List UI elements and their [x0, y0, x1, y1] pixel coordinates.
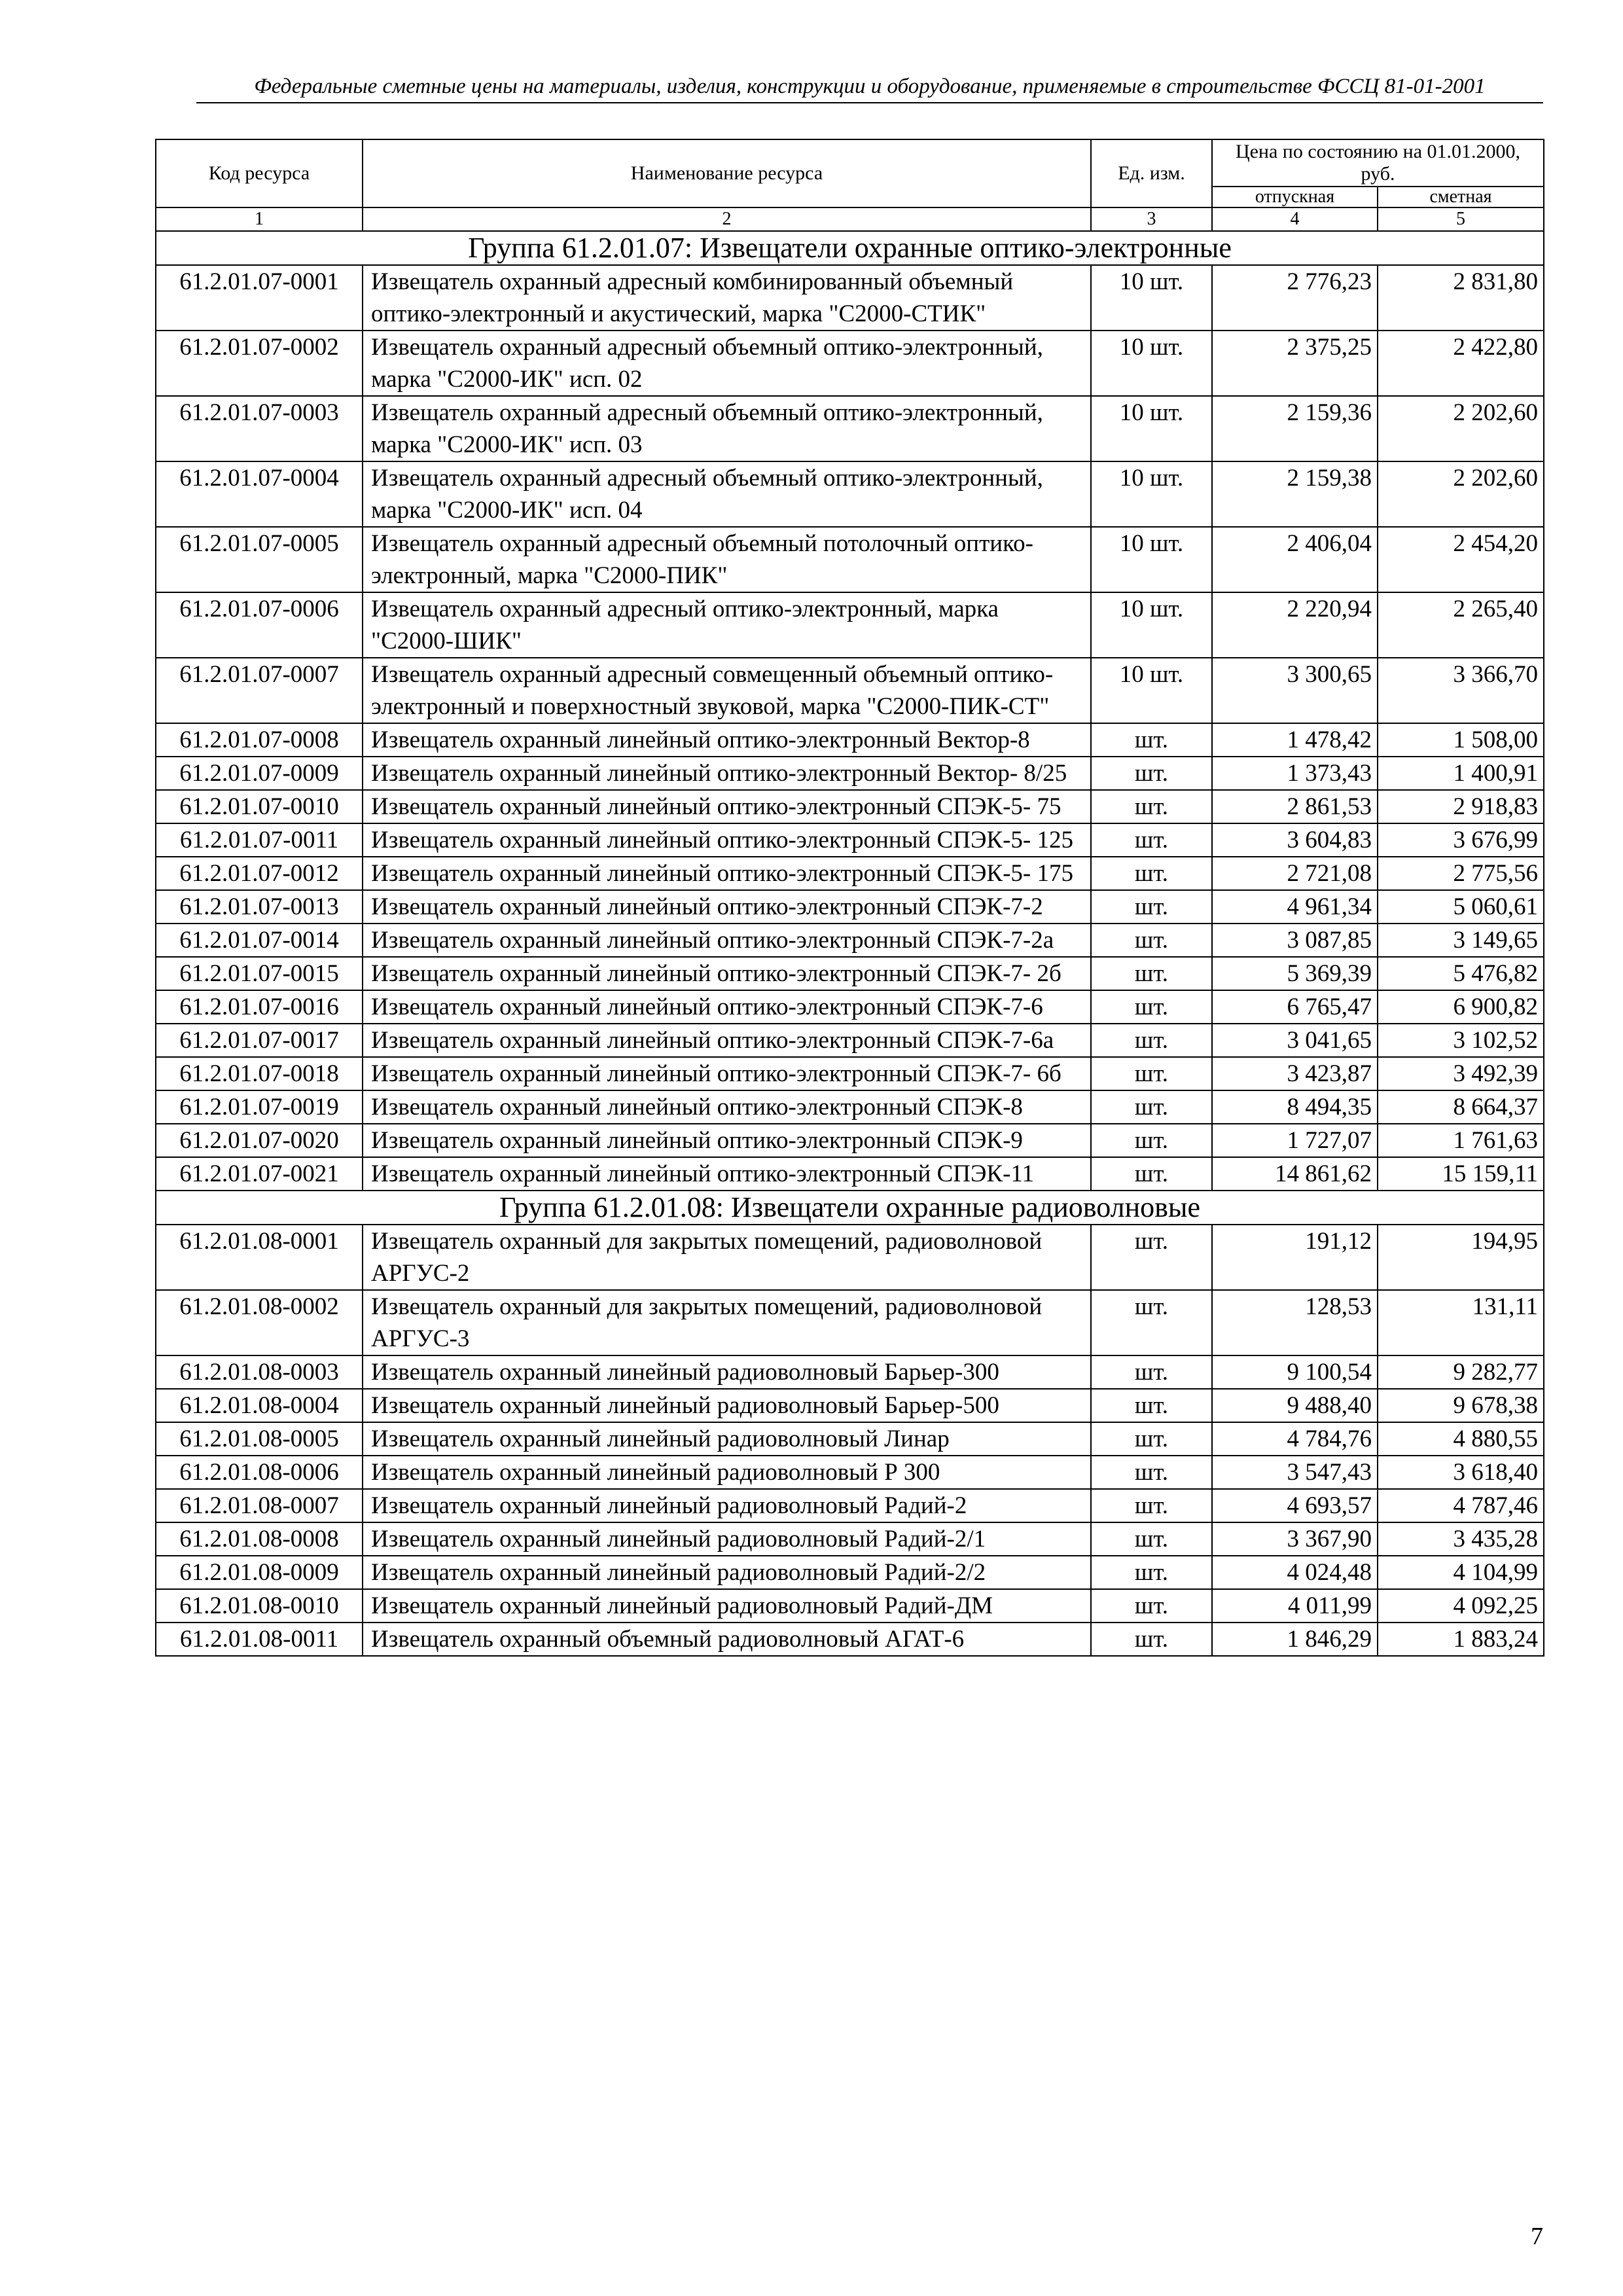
table-row [156, 1623, 1544, 1656]
estimate-price: 2 265,40 [1378, 592, 1544, 658]
table-header [156, 139, 1544, 231]
unit-of-measure: шт. [1091, 1090, 1212, 1124]
resource-code: 61.2.01.08-0001 [156, 1225, 363, 1290]
resource-code: 61.2.01.07-0001 [156, 265, 363, 331]
unit-of-measure: шт. [1091, 1124, 1212, 1157]
resource-name: Извещатель охранный линейный радиоволновый Радий-2/1 [363, 1522, 1091, 1556]
table-row [156, 890, 1544, 924]
unit-of-measure: 10 шт. [1091, 592, 1212, 658]
unit-of-measure: шт. [1091, 1422, 1212, 1456]
table-row [156, 790, 1544, 823]
estimate-price: 9 678,38 [1378, 1389, 1544, 1422]
resource-name: Извещатель охранный линейный радиоволновый Барьер-300 [363, 1355, 1091, 1389]
resource-code: 61.2.01.07-0013 [156, 890, 363, 924]
resource-name: Извещатель охранный адресный объемный оптико-электронный, марка "С2000-ИК" исп. 03 [363, 396, 1091, 461]
estimate-price: 2 202,60 [1378, 461, 1544, 527]
table-row [156, 265, 1544, 331]
resource-code: 61.2.01.08-0010 [156, 1589, 363, 1623]
resource-name: Извещатель охранный линейный оптико-электронный СПЭК-5- 125 [363, 823, 1091, 857]
estimate-price: 3 435,28 [1378, 1522, 1544, 1556]
estimate-price: 3 366,70 [1378, 658, 1544, 723]
resource-name: Извещатель охранный линейный оптико-электронный СПЭК-7-2а [363, 924, 1091, 957]
column-number: 1 [156, 207, 363, 231]
resource-code: 61.2.01.08-0002 [156, 1290, 363, 1355]
estimate-price: 9 282,77 [1378, 1355, 1544, 1389]
table-row [156, 1355, 1544, 1389]
table-row [156, 1489, 1544, 1522]
estimate-price: 1 400,91 [1378, 757, 1544, 790]
column-number: 5 [1378, 207, 1544, 231]
unit-of-measure: шт. [1091, 890, 1212, 924]
resource-name: Извещатель охранный для закрытых помещений, радиоволновой АРГУС-3 [363, 1290, 1091, 1355]
resource-code: 61.2.01.07-0019 [156, 1090, 363, 1124]
release-price: 2 861,53 [1212, 790, 1378, 823]
group-row [156, 231, 1544, 265]
resource-name: Извещатель охранный адресный совмещенный объемный оптико- электронный и поверхностный звуковой, марка "С2000-ПИК-СТ" [363, 658, 1091, 723]
resource-name: Извещатель охранный линейный радиоволновый Барьер-500 [363, 1389, 1091, 1422]
unit-of-measure: шт. [1091, 1556, 1212, 1589]
resource-name: Извещатель охранный линейный оптико-электронный Вектор-8 [363, 723, 1091, 757]
resource-code: 61.2.01.08-0008 [156, 1522, 363, 1556]
table-row [156, 592, 1544, 658]
estimate-price: 2 775,56 [1378, 857, 1544, 890]
header-estimate-price: сметная [1378, 187, 1544, 207]
unit-of-measure: шт. [1091, 823, 1212, 857]
unit-of-measure: 10 шт. [1091, 265, 1212, 331]
resource-code: 61.2.01.07-0008 [156, 723, 363, 757]
release-price: 2 159,36 [1212, 396, 1378, 461]
unit-of-measure: шт. [1091, 924, 1212, 957]
resource-name: Извещатель охранный линейный оптико-электронный СПЭК-7-6а [363, 1024, 1091, 1057]
release-price: 3 547,43 [1212, 1456, 1378, 1489]
unit-of-measure: шт. [1091, 857, 1212, 890]
estimate-price: 4 880,55 [1378, 1422, 1544, 1456]
release-price: 2 721,08 [1212, 857, 1378, 890]
unit-of-measure: шт. [1091, 1157, 1212, 1191]
table-row [156, 823, 1544, 857]
resource-name: Извещатель охранный линейный оптико-электронный СПЭК-7- 2б [363, 957, 1091, 990]
unit-of-measure: шт. [1091, 1456, 1212, 1489]
estimate-price: 4 092,25 [1378, 1589, 1544, 1623]
estimate-price: 4 104,99 [1378, 1556, 1544, 1589]
column-number: 3 [1091, 207, 1212, 231]
unit-of-measure: шт. [1091, 1225, 1212, 1290]
release-price: 4 961,34 [1212, 890, 1378, 924]
resource-name: Извещатель охранный линейный оптико-электронный СПЭК-7-2 [363, 890, 1091, 924]
table-row [156, 924, 1544, 957]
unit-of-measure: 10 шт. [1091, 396, 1212, 461]
price-table [155, 139, 1544, 1657]
release-price: 3 423,87 [1212, 1057, 1378, 1090]
release-price: 3 041,65 [1212, 1024, 1378, 1057]
unit-of-measure: 10 шт. [1091, 658, 1212, 723]
resource-code: 61.2.01.08-0005 [156, 1422, 363, 1456]
release-price: 1 478,42 [1212, 723, 1378, 757]
unit-of-measure: шт. [1091, 1057, 1212, 1090]
unit-of-measure: шт. [1091, 1024, 1212, 1057]
table-row [156, 723, 1544, 757]
resource-code: 61.2.01.07-0009 [156, 757, 363, 790]
group-row [156, 1191, 1544, 1225]
estimate-price: 4 787,46 [1378, 1489, 1544, 1522]
resource-code: 61.2.01.07-0020 [156, 1124, 363, 1157]
estimate-price: 1 883,24 [1378, 1623, 1544, 1656]
table-row [156, 396, 1544, 461]
unit-of-measure: шт. [1091, 957, 1212, 990]
resource-code: 61.2.01.08-0007 [156, 1489, 363, 1522]
resource-code: 61.2.01.07-0002 [156, 331, 363, 396]
table-row [156, 1090, 1544, 1124]
unit-of-measure: шт. [1091, 1489, 1212, 1522]
resource-code: 61.2.01.08-0006 [156, 1456, 363, 1489]
resource-name: Извещатель охранный линейный оптико-электронный СПЭК-7- 6б [363, 1057, 1091, 1090]
header-unit: Ед. изм. [1091, 139, 1212, 207]
resource-name: Извещатель охранный адресный объемный потолочный оптико- электронный, марка "С2000-ПИК" [363, 527, 1091, 592]
unit-of-measure: шт. [1091, 790, 1212, 823]
release-price: 8 494,35 [1212, 1090, 1378, 1124]
estimate-price: 194,95 [1378, 1225, 1544, 1290]
release-price: 4 784,76 [1212, 1422, 1378, 1456]
unit-of-measure: шт. [1091, 1355, 1212, 1389]
table-row [156, 1556, 1544, 1589]
estimate-price: 3 492,39 [1378, 1057, 1544, 1090]
resource-code: 61.2.01.07-0005 [156, 527, 363, 592]
release-price: 2 776,23 [1212, 265, 1378, 331]
estimate-price: 3 149,65 [1378, 924, 1544, 957]
release-price: 2 159,38 [1212, 461, 1378, 527]
table-row [156, 527, 1544, 592]
estimate-price: 6 900,82 [1378, 990, 1544, 1024]
resource-name: Извещатель охранный для закрытых помещений, радиоволновой АРГУС-2 [363, 1225, 1091, 1290]
resource-code: 61.2.01.07-0006 [156, 592, 363, 658]
resource-code: 61.2.01.08-0003 [156, 1355, 363, 1389]
estimate-price: 2 831,80 [1378, 265, 1544, 331]
resource-name: Извещатель охранный линейный оптико-электронный СПЭК-5- 175 [363, 857, 1091, 890]
unit-of-measure: шт. [1091, 1522, 1212, 1556]
estimate-price: 3 618,40 [1378, 1456, 1544, 1489]
release-price: 14 861,62 [1212, 1157, 1378, 1191]
estimate-price: 2 202,60 [1378, 396, 1544, 461]
page-number: 7 [1531, 2223, 1543, 2250]
release-price: 3 300,65 [1212, 658, 1378, 723]
estimate-price: 2 918,83 [1378, 790, 1544, 823]
release-price: 2 220,94 [1212, 592, 1378, 658]
table-row [156, 1290, 1544, 1355]
header-release-price: отпускная [1212, 187, 1378, 207]
resource-code: 61.2.01.07-0018 [156, 1057, 363, 1090]
release-price: 1 727,07 [1212, 1124, 1378, 1157]
release-price: 2 406,04 [1212, 527, 1378, 592]
unit-of-measure: шт. [1091, 723, 1212, 757]
estimate-price: 2 422,80 [1378, 331, 1544, 396]
resource-name: Извещатель охранный линейный радиоволновый Радий-2 [363, 1489, 1091, 1522]
estimate-price: 5 476,82 [1378, 957, 1544, 990]
unit-of-measure: шт. [1091, 990, 1212, 1024]
table-row [156, 1522, 1544, 1556]
resource-name: Извещатель охранный объемный радиоволновый АГАТ-6 [363, 1623, 1091, 1656]
resource-name: Извещатель охранный адресный оптико-электронный, марка "С2000-ШИК" [363, 592, 1091, 658]
column-number: 4 [1212, 207, 1378, 231]
unit-of-measure: шт. [1091, 1623, 1212, 1656]
release-price: 2 375,25 [1212, 331, 1378, 396]
release-price: 3 087,85 [1212, 924, 1378, 957]
resource-code: 61.2.01.08-0011 [156, 1623, 363, 1656]
table-row [156, 1124, 1544, 1157]
table-row [156, 990, 1544, 1024]
release-price: 5 369,39 [1212, 957, 1378, 990]
resource-code: 61.2.01.07-0017 [156, 1024, 363, 1057]
header-code: Код ресурса [156, 139, 363, 207]
estimate-price: 1 761,63 [1378, 1124, 1544, 1157]
estimate-price: 3 102,52 [1378, 1024, 1544, 1057]
unit-of-measure: шт. [1091, 757, 1212, 790]
resource-name: Извещатель охранный линейный оптико-электронный СПЭК-8 [363, 1090, 1091, 1124]
resource-code: 61.2.01.07-0015 [156, 957, 363, 990]
release-price: 9 488,40 [1212, 1389, 1378, 1422]
resource-name: Извещатель охранный линейный оптико-электронный СПЭК-9 [363, 1124, 1091, 1157]
resource-code: 61.2.01.07-0021 [156, 1157, 363, 1191]
release-price: 4 011,99 [1212, 1589, 1378, 1623]
group-title: Группа 61.2.01.07: Извещатели охранные оптико-электронные [156, 231, 1544, 265]
resource-code: 61.2.01.07-0007 [156, 658, 363, 723]
unit-of-measure: 10 шт. [1091, 331, 1212, 396]
resource-code: 61.2.01.08-0009 [156, 1556, 363, 1589]
unit-of-measure: шт. [1091, 1290, 1212, 1355]
estimate-price: 131,11 [1378, 1290, 1544, 1355]
unit-of-measure: шт. [1091, 1589, 1212, 1623]
resource-name: Извещатель охранный адресный комбинированный объемный оптико-электронный и акустический, марка "С2000-СТИК" [363, 265, 1091, 331]
table-row [156, 1389, 1544, 1422]
estimate-price: 1 508,00 [1378, 723, 1544, 757]
resource-code: 61.2.01.07-0010 [156, 790, 363, 823]
release-price: 1 373,43 [1212, 757, 1378, 790]
resource-code: 61.2.01.07-0016 [156, 990, 363, 1024]
resource-name: Извещатель охранный линейный радиоволновый Линар [363, 1422, 1091, 1456]
table-row [156, 1456, 1544, 1489]
resource-name: Извещатель охранный линейный радиоволновый Радий-ДМ [363, 1589, 1091, 1623]
unit-of-measure: 10 шт. [1091, 461, 1212, 527]
table-row [156, 1057, 1544, 1090]
release-price: 191,12 [1212, 1225, 1378, 1290]
header-price-group: Цена по состоянию на 01.01.2000, руб. [1212, 139, 1544, 187]
release-price: 6 765,47 [1212, 990, 1378, 1024]
table-row [156, 857, 1544, 890]
estimate-price: 2 454,20 [1378, 527, 1544, 592]
release-price: 4 693,57 [1212, 1489, 1378, 1522]
table-row [156, 1157, 1544, 1191]
resource-code: 61.2.01.07-0004 [156, 461, 363, 527]
resource-name: Извещатель охранный линейный радиоволновый Радий-2/2 [363, 1556, 1091, 1589]
estimate-price: 3 676,99 [1378, 823, 1544, 857]
resource-code: 61.2.01.07-0003 [156, 396, 363, 461]
release-price: 1 846,29 [1212, 1623, 1378, 1656]
resource-code: 61.2.01.08-0004 [156, 1389, 363, 1422]
table-row [156, 1589, 1544, 1623]
header-name: Наименование ресурса [363, 139, 1091, 207]
running-header: Федеральные сметные цены на материалы, изделия, конструкции и оборудование, применяемые в строительстве ФССЦ 81-01-2001 [196, 73, 1543, 103]
table-row [156, 658, 1544, 723]
unit-of-measure: шт. [1091, 1389, 1212, 1422]
release-price: 128,53 [1212, 1290, 1378, 1355]
table-row [156, 757, 1544, 790]
estimate-price: 15 159,11 [1378, 1157, 1544, 1191]
table-row [156, 1422, 1544, 1456]
resource-name: Извещатель охранный линейный радиоволновый Р 300 [363, 1456, 1091, 1489]
column-number: 2 [363, 207, 1091, 231]
resource-code: 61.2.01.07-0014 [156, 924, 363, 957]
estimate-price: 8 664,37 [1378, 1090, 1544, 1124]
resource-name: Извещатель охранный линейный оптико-электронный СПЭК-5- 75 [363, 790, 1091, 823]
resource-name: Извещатель охранный линейный оптико-электронный СПЭК-7-6 [363, 990, 1091, 1024]
table-row [156, 957, 1544, 990]
release-price: 4 024,48 [1212, 1556, 1378, 1589]
resource-name: Извещатель охранный линейный оптико-электронный Вектор- 8/25 [363, 757, 1091, 790]
estimate-price: 5 060,61 [1378, 890, 1544, 924]
resource-code: 61.2.01.07-0011 [156, 823, 363, 857]
resource-name: Извещатель охранный адресный объемный оптико-электронный, марка "С2000-ИК" исп. 02 [363, 331, 1091, 396]
table-row [156, 1024, 1544, 1057]
resource-name: Извещатель охранный адресный объемный оптико-электронный, марка "С2000-ИК" исп. 04 [363, 461, 1091, 527]
group-title: Группа 61.2.01.08: Извещатели охранные радиоволновые [156, 1191, 1544, 1225]
table-row [156, 461, 1544, 527]
table-row [156, 331, 1544, 396]
resource-code: 61.2.01.07-0012 [156, 857, 363, 890]
unit-of-measure: 10 шт. [1091, 527, 1212, 592]
release-price: 9 100,54 [1212, 1355, 1378, 1389]
release-price: 3 367,90 [1212, 1522, 1378, 1556]
release-price: 3 604,83 [1212, 823, 1378, 857]
resource-name: Извещатель охранный линейный оптико-электронный СПЭК-11 [363, 1157, 1091, 1191]
table-row [156, 1225, 1544, 1290]
table-body [156, 231, 1544, 1656]
